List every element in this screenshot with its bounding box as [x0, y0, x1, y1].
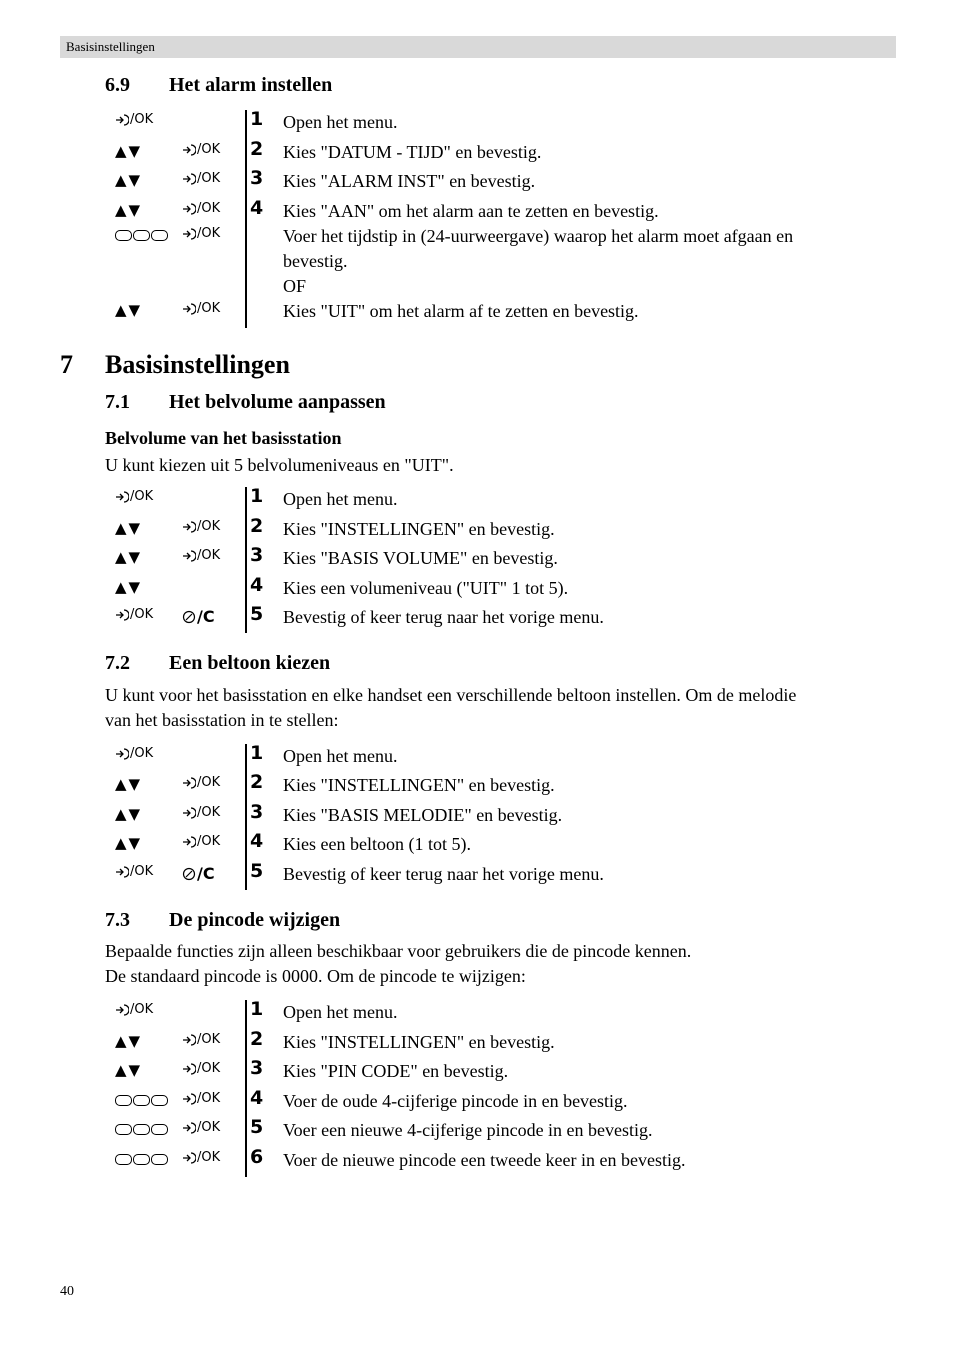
ok-icon: /OK	[182, 805, 220, 820]
section-heading-7-3	[105, 909, 340, 932]
step-number: 1	[250, 742, 264, 764]
section-title: Het alarm instellen	[169, 74, 333, 96]
step-text: OF	[283, 276, 307, 296]
step-number: 1	[250, 108, 264, 130]
section-number: 7.3	[105, 909, 130, 931]
step-text: Bevestig of keer terug naar het vorige menu.	[283, 607, 604, 627]
section-title: Een beltoon kiezen	[169, 652, 331, 674]
ok-icon: /OK	[115, 864, 153, 879]
up-down-arrows-icon: ▲▼	[115, 775, 143, 793]
ok-icon: /OK	[182, 1061, 220, 1076]
paragraph-line: Bepaalde functies zijn alleen beschikbaar voor gebruikers die de pincode kennen.	[105, 941, 692, 961]
chapter-title: Basisinstellingen	[105, 350, 290, 379]
step-text: Kies "INSTELLINGEN" en bevestig.	[283, 1032, 555, 1052]
step-number: 2	[250, 515, 264, 537]
step-text: Open het menu.	[283, 112, 398, 132]
step-row	[105, 744, 905, 769]
step-text: bevestig.	[283, 251, 348, 271]
step-row	[105, 140, 905, 165]
ok-icon: /OK	[182, 1120, 220, 1135]
up-down-arrows-icon: ▲▼	[115, 171, 143, 189]
step-number: 4	[250, 1087, 264, 1109]
step-row	[105, 199, 905, 224]
ok-icon: /OK	[115, 1002, 153, 1017]
step-text: Kies "PIN CODE" en bevestig.	[283, 1061, 509, 1081]
step-row	[105, 832, 905, 857]
step-row	[105, 1089, 905, 1114]
step-text: Kies "BASIS MELODIE" en bevestig.	[283, 805, 563, 825]
ok-icon: /OK	[182, 301, 220, 316]
section-heading-7-1	[105, 391, 386, 414]
step-row	[105, 1030, 905, 1055]
up-down-arrows-icon: ▲▼	[115, 519, 143, 537]
up-down-arrows-icon: ▲▼	[115, 1061, 143, 1079]
paragraph	[105, 683, 905, 733]
step-text: Kies "INSTELLINGEN" en bevestig.	[283, 775, 555, 795]
up-down-arrows-icon: ▲▼	[115, 1032, 143, 1050]
section-title: De pincode wijzigen	[169, 909, 341, 931]
step-number: 5	[250, 1116, 264, 1138]
paragraph-line: De standaard pincode is 0000. Om de pincode te wijzigen:	[105, 966, 526, 986]
step-number: 3	[250, 1057, 264, 1079]
running-header	[60, 36, 896, 58]
step-number: 4	[250, 830, 264, 852]
keypad-icon	[115, 230, 168, 241]
step-row	[105, 773, 905, 798]
step-number: 3	[250, 801, 264, 823]
ok-icon: /OK	[182, 519, 220, 534]
step-row-continued	[105, 249, 905, 274]
step-number: 3	[250, 167, 264, 189]
chapter-number: 7	[60, 350, 73, 379]
page-number: 40	[60, 1284, 74, 1299]
step-row	[105, 1118, 905, 1143]
step-row	[105, 1059, 905, 1084]
ok-icon: /OK	[115, 489, 153, 504]
keypad-icon	[115, 1095, 168, 1106]
step-text: Kies een beltoon (1 tot 5).	[283, 834, 471, 854]
step-number: 5	[250, 603, 264, 625]
step-row-continued	[105, 299, 905, 324]
back-c-icon: /C	[182, 864, 215, 883]
up-down-arrows-icon: ▲▼	[115, 834, 143, 852]
up-down-arrows-icon: ▲▼	[115, 301, 143, 319]
step-text: Voer de nieuwe pincode een tweede keer in en bevestig.	[283, 1150, 686, 1170]
back-c-icon: /C	[182, 607, 215, 626]
step-text: Kies "AAN" om het alarm aan te zetten en bevestig.	[283, 201, 659, 221]
step-number: 6	[250, 1146, 264, 1168]
step-text: Kies "UIT" om het alarm af te zetten en bevestig.	[283, 301, 639, 321]
step-text: Bevestig of keer terug naar het vorige menu.	[283, 864, 604, 884]
paragraph	[105, 939, 905, 989]
section-title: Het belvolume aanpassen	[169, 391, 386, 413]
step-row	[105, 605, 905, 630]
section-number: 6.9	[105, 74, 130, 96]
step-text: Open het menu.	[283, 489, 398, 509]
section-number: 7.2	[105, 652, 130, 674]
step-number: 4	[250, 197, 264, 219]
ok-icon: /OK	[182, 1091, 220, 1106]
ok-icon: /OK	[182, 226, 220, 241]
step-text: Kies "INSTELLINGEN" en bevestig.	[283, 519, 555, 539]
chapter-heading	[60, 350, 290, 380]
step-number: 4	[250, 574, 264, 596]
keypad-icon	[115, 1154, 168, 1165]
step-number: 2	[250, 771, 264, 793]
paragraph-line: van het basisstation in te stellen:	[105, 710, 339, 730]
running-header-title: Basisinstellingen	[66, 39, 155, 54]
step-row	[105, 110, 905, 135]
keypad-icon	[115, 1124, 168, 1135]
step-row	[105, 169, 905, 194]
step-row-continued	[105, 224, 905, 249]
section-number: 7.1	[105, 391, 130, 413]
step-text: Kies een volumeniveau ("UIT" 1 tot 5).	[283, 578, 569, 598]
ok-icon: /OK	[182, 142, 220, 157]
step-text: Voer een nieuwe 4-cijferige pincode in en bevestig.	[283, 1120, 653, 1140]
step-text: Kies "ALARM INST" en bevestig.	[283, 171, 536, 191]
step-text: Open het menu.	[283, 1002, 398, 1022]
step-row	[105, 546, 905, 571]
ok-icon: /OK	[182, 834, 220, 849]
step-text: Voer de oude 4-cijferige pincode in en bevestig.	[283, 1091, 628, 1111]
step-number: 5	[250, 860, 264, 882]
step-row	[105, 576, 905, 601]
up-down-arrows-icon: ▲▼	[115, 578, 143, 596]
ok-icon: /OK	[182, 775, 220, 790]
step-row	[105, 487, 905, 512]
ok-icon: /OK	[182, 201, 220, 216]
subsection-title: Belvolume van het basisstation	[105, 428, 342, 448]
step-row-continued	[105, 274, 905, 299]
ok-icon: /OK	[182, 1150, 220, 1165]
step-row	[105, 517, 905, 542]
ok-icon: /OK	[115, 607, 153, 622]
step-row	[105, 862, 905, 887]
section-heading-7-2	[105, 652, 330, 675]
ok-icon: /OK	[115, 112, 153, 127]
up-down-arrows-icon: ▲▼	[115, 805, 143, 823]
step-row	[105, 1000, 905, 1025]
step-text: Voer het tijdstip in (24-uurweergave) waarop het alarm moet afgaan en	[283, 226, 794, 246]
step-row	[105, 1148, 905, 1173]
ok-icon: /OK	[115, 746, 153, 761]
up-down-arrows-icon: ▲▼	[115, 201, 143, 219]
step-row	[105, 803, 905, 828]
up-down-arrows-icon: ▲▼	[115, 142, 143, 160]
ok-icon: /OK	[182, 548, 220, 563]
step-number: 1	[250, 485, 264, 507]
step-text: Open het menu.	[283, 746, 398, 766]
ok-icon: /OK	[182, 171, 220, 186]
ok-icon: /OK	[182, 1032, 220, 1047]
paragraph-line: U kunt voor het basisstation en elke handset een verschillende beltoon instellen. Om de melodie	[105, 685, 797, 705]
step-text: Kies "DATUM - TIJD" en bevestig.	[283, 142, 542, 162]
step-number: 2	[250, 138, 264, 160]
step-number: 3	[250, 544, 264, 566]
paragraph: U kunt kiezen uit 5 belvolumeniveaus en "UIT".	[105, 455, 454, 475]
section-heading-6-9	[105, 74, 332, 97]
step-number: 1	[250, 998, 264, 1020]
up-down-arrows-icon: ▲▼	[115, 548, 143, 566]
step-text: Kies "BASIS VOLUME" en bevestig.	[283, 548, 558, 568]
step-number: 2	[250, 1028, 264, 1050]
